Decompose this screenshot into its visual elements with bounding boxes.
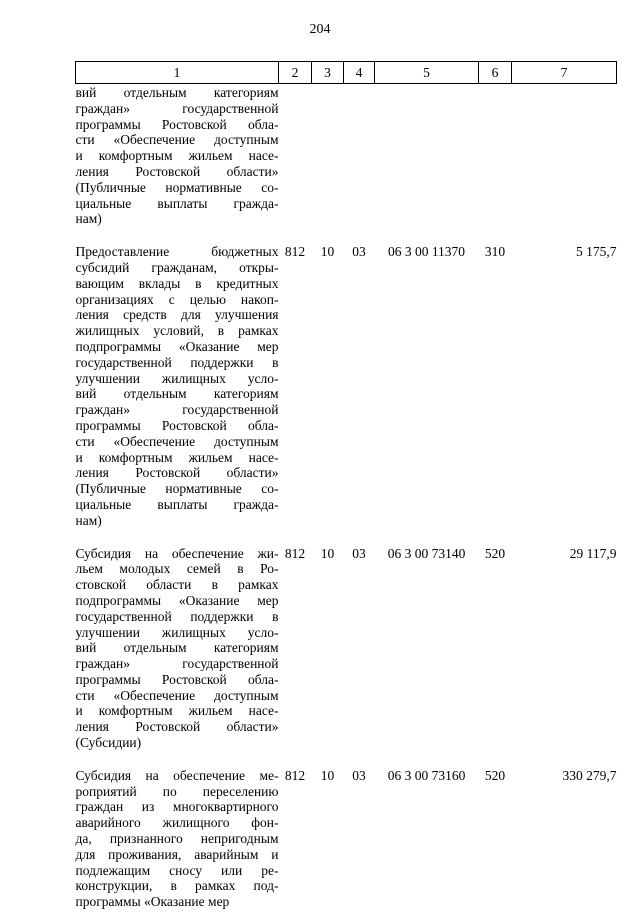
target-article-code: 06 3 00 73160 bbox=[387, 767, 466, 783]
description-line: вий отдельным категориям bbox=[75, 640, 279, 656]
description-line: программы Ростовской обла- bbox=[75, 417, 279, 433]
row-description bbox=[76, 84, 279, 234]
amount bbox=[512, 84, 617, 234]
amount: 29 117,9 bbox=[569, 545, 617, 561]
row-description bbox=[76, 535, 279, 757]
description-line: нам) bbox=[75, 211, 102, 227]
description-line: конструкции, в рамках под- bbox=[75, 878, 279, 894]
description-line: Субсидия на обеспечение ме- bbox=[75, 767, 279, 783]
amount: 5 175,7 bbox=[576, 244, 617, 260]
description-line: циальные выплаты гражда- bbox=[75, 496, 279, 512]
description-line: аварийного жилищного фон- bbox=[75, 815, 279, 831]
description-line: граждан» государственной bbox=[75, 656, 279, 672]
description-line: (Публичные нормативные со- bbox=[75, 481, 279, 497]
description-line: субсидий гражданам, откры- bbox=[75, 259, 279, 275]
description-line: сти «Обеспечение доступным bbox=[75, 433, 279, 449]
budget-table bbox=[75, 61, 617, 916]
column-header: 2 bbox=[279, 62, 312, 84]
table-row bbox=[76, 233, 617, 534]
expense-type-code bbox=[479, 84, 512, 234]
section-code: 10 bbox=[320, 244, 335, 260]
description-line: роприятий по переселению bbox=[75, 783, 279, 799]
table-row bbox=[76, 757, 617, 916]
description-line: государственной поддержки в bbox=[75, 354, 279, 370]
expense-type-code: 520 bbox=[484, 545, 506, 561]
description-line: государственной поддержки в bbox=[75, 608, 279, 624]
description-line: Предоставление бюджетных bbox=[75, 244, 279, 260]
row-description bbox=[76, 233, 279, 534]
subsection-code: 03 bbox=[352, 244, 366, 260]
description-line: Субсидия на обеспечение жи- bbox=[75, 545, 279, 561]
description-line: программы Ростовской обла- bbox=[75, 116, 279, 132]
description-line: ления Ростовской области» bbox=[75, 719, 279, 735]
description-line: для проживания, аварийным и bbox=[75, 846, 279, 862]
description-line: циальные выплаты гражда- bbox=[75, 195, 279, 211]
description-line: подпрограммы «Оказание мер bbox=[75, 592, 279, 608]
section-code: 10 bbox=[320, 545, 335, 561]
target-article-code bbox=[375, 84, 479, 234]
description-line: вающим вклады в кредитных bbox=[75, 275, 279, 291]
description-line: (Субсидии) bbox=[75, 735, 142, 751]
description-line: вий отдельным категориям bbox=[75, 85, 279, 100]
description-line: да, признанного непригодным bbox=[75, 831, 279, 847]
ministry-code bbox=[279, 84, 312, 234]
ministry-code: 812 bbox=[284, 244, 306, 260]
description-line: и комфортным жильем насе- bbox=[75, 148, 279, 164]
column-header: 1 bbox=[76, 62, 279, 84]
column-header: 4 bbox=[344, 62, 375, 84]
table-row bbox=[76, 535, 617, 757]
subsection-code bbox=[344, 84, 375, 234]
description-line: (Публичные нормативные со- bbox=[75, 179, 279, 195]
row-description bbox=[76, 757, 279, 916]
description-line: льем молодых семей в Ро- bbox=[75, 561, 279, 577]
description-line: вий отдельным категориям bbox=[75, 386, 279, 402]
description-line: сти «Обеспечение доступным bbox=[75, 687, 279, 703]
description-line: организациях с целью накоп- bbox=[75, 291, 279, 307]
description-line: подлежащим сносу или ре- bbox=[75, 862, 279, 878]
description-line: и комфортным жильем насе- bbox=[75, 703, 279, 719]
description-line: жилищных условий, в рамках bbox=[75, 323, 279, 339]
description-line: сти «Обеспечение доступным bbox=[75, 132, 279, 148]
description-line: подпрограммы «Оказание мер bbox=[75, 338, 279, 354]
column-header: 6 bbox=[479, 62, 512, 84]
description-line: программы «Оказание мер bbox=[75, 894, 230, 910]
target-article-code: 06 3 00 11370 bbox=[387, 244, 466, 260]
description-line: ления Ростовской области» bbox=[75, 465, 279, 481]
description-line: граждан» государственной bbox=[75, 100, 279, 116]
target-article-code: 06 3 00 73140 bbox=[387, 545, 466, 561]
section-code: 10 bbox=[320, 767, 335, 783]
expense-type-code: 520 bbox=[484, 767, 506, 783]
description-line: ления Ростовской области» bbox=[75, 163, 279, 179]
description-line: стовской области в рамках bbox=[75, 577, 279, 593]
description-line: улучшении жилищных усло- bbox=[75, 370, 279, 386]
ministry-code: 812 bbox=[284, 545, 306, 561]
table-header-row bbox=[76, 62, 617, 84]
ministry-code: 812 bbox=[284, 767, 306, 783]
description-line: ления средств для улучшения bbox=[75, 307, 279, 323]
table-row bbox=[76, 84, 617, 234]
page-number: 204 bbox=[309, 22, 331, 37]
description-line: нам) bbox=[75, 512, 102, 528]
description-line: программы Ростовской обла- bbox=[75, 671, 279, 687]
subsection-code: 03 bbox=[352, 545, 366, 561]
section-code bbox=[312, 84, 344, 234]
column-header: 5 bbox=[375, 62, 479, 84]
amount: 330 279,7 bbox=[562, 767, 617, 783]
description-line: граждан» государственной bbox=[75, 402, 279, 418]
column-header: 3 bbox=[312, 62, 344, 84]
column-header: 7 bbox=[512, 62, 617, 84]
description-line: улучшении жилищных усло- bbox=[75, 624, 279, 640]
description-line: граждан из многоквартирного bbox=[75, 799, 279, 815]
subsection-code: 03 bbox=[352, 767, 366, 783]
expense-type-code: 310 bbox=[484, 244, 506, 260]
description-line: и комфортным жильем насе- bbox=[75, 449, 279, 465]
